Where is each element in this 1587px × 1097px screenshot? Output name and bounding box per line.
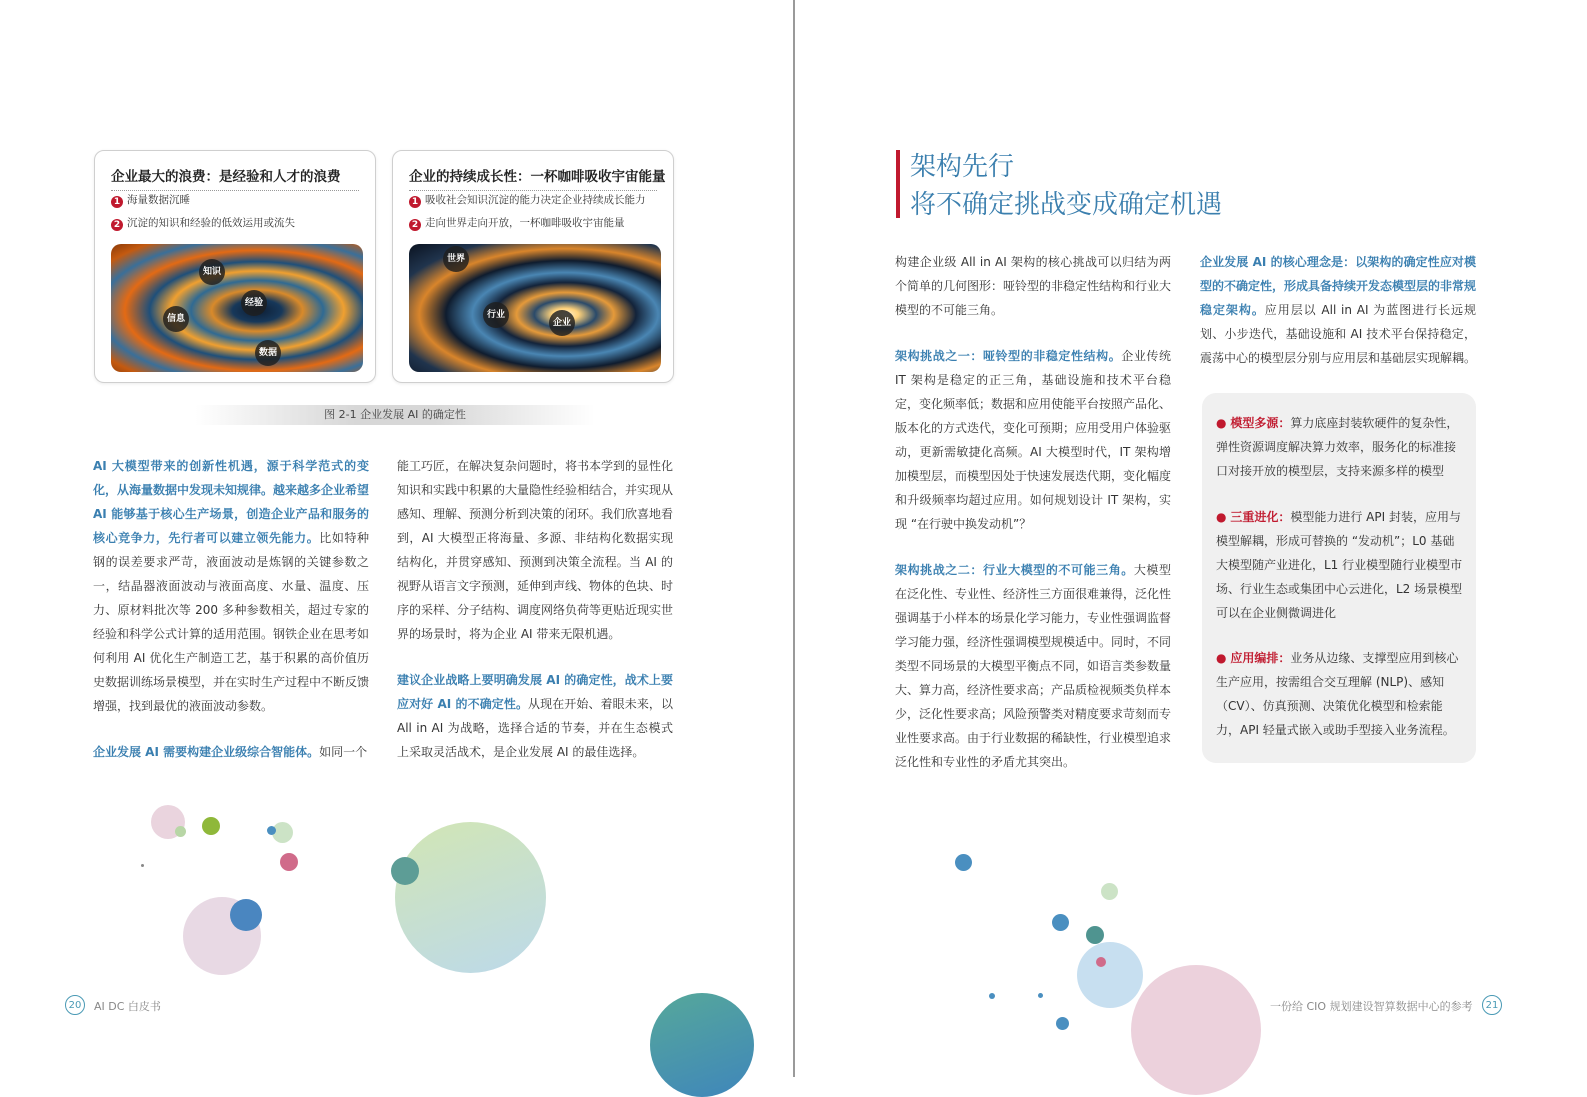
figure-caption: 图 2-1 企业发展 AI 的确定性 (195, 405, 595, 425)
left-column-1 (93, 454, 369, 786)
vortex-image (111, 244, 363, 372)
body-text: 如同一个 (319, 745, 368, 759)
decor-dot (1086, 926, 1104, 944)
tag-data: 数据 (255, 340, 281, 366)
card-item (111, 215, 295, 231)
paragraph (895, 344, 1171, 536)
decor-dot (391, 857, 419, 885)
paragraph (895, 250, 1171, 322)
body-text: 应用层以 All in AI 为蓝图进行长远规划、小步迭代，基础设施和 AI 技术平台保持稳定，震荡中心的模型层分别与应用层和基础层实现解耦。 (1200, 303, 1477, 365)
highlight-text: 企业发展 AI 需要构建企业级综合智能体。 (93, 745, 320, 759)
number-badge: 2 (409, 219, 421, 231)
highlight-text: 架构挑战之一：哑铃型的非稳定性结构。 (895, 349, 1122, 363)
card-item-text: 吸收社会知识沉淀的能力决定企业持续成长能力 (425, 194, 646, 206)
sidebar-item-text: 模型能力进行 API 封装，应用与模型解耦，形成可替换的 “发动机”；L0 基础大模型随产业进化，L1 行业模型随行业模型市场、行业生态或集团中心云进化，L2 场景模型可以在企业侧微调进化 (1216, 510, 1463, 620)
tag-enterprise: 企业 (549, 310, 575, 336)
body-text: 企业传统 IT 架构是稳定的正三角，基础设施和技术平台稳定，变化频率低；数据和应用使能平台按照产品化、版本化的方式迭代，变化可预期；应用受用户体验驱动，更新需敏捷化高频。AI 大模型时代，IT 架构增加模型层，而模型因处于快速发展迭代期，变化幅度和升级频率均超过应用。如何规划设计 IT 架构，实现 “在行驶中换发动机”？ (895, 349, 1172, 531)
section-heading-line2: 将不确定挑战变成确定机遇 (910, 190, 1223, 220)
decor-dot (1052, 914, 1069, 931)
paragraph (397, 454, 673, 646)
paragraph (93, 454, 369, 718)
highlight-text: 架构挑战之二：行业大模型的不可能三角。 (895, 563, 1134, 577)
highlight-text: 建议企业战略上要明确发展 AI 的确定性，战术上要应对好 AI 的不确定性。 (397, 673, 673, 711)
decor-dot (1056, 1017, 1069, 1030)
card-item (409, 215, 625, 231)
tag-knowledge: 知识 (199, 259, 225, 285)
card-item-text: 沉淀的知识和经验的低效运用或流失 (127, 217, 295, 229)
tag-world: 世界 (443, 246, 469, 272)
sidebar-item-text: 算力底座封装软硬件的复杂性，弹性资源调度解决算力效率，服务化的标准接口对接开放的模型层，支持来源多样的模型 (1216, 416, 1459, 478)
tunnel-image (409, 244, 661, 372)
sidebar-item-model-sources (1216, 411, 1466, 483)
sidebar-item-title: 三重进化： (1230, 510, 1291, 524)
decor-dot (202, 817, 220, 835)
figure-card-waste (94, 150, 376, 383)
decor-dot (989, 993, 995, 999)
decor-dot (650, 993, 754, 1097)
paragraph (1200, 250, 1476, 370)
footer-title: AI DC 白皮书 (94, 1000, 161, 1013)
card-title: 企业最大的浪费：是经验和人才的浪费 (111, 165, 359, 191)
decor-dot (395, 822, 546, 973)
tag-experience: 经验 (241, 290, 267, 316)
tag-industry: 行业 (483, 302, 509, 328)
sidebar-item-triple-evolution (1216, 505, 1466, 625)
left-column-2 (397, 454, 673, 786)
decor-dot (230, 899, 262, 931)
decor-dot (955, 854, 972, 871)
page-spine (793, 0, 795, 1077)
figure-card-growth (392, 150, 674, 383)
bullet-icon: ● (1216, 510, 1227, 524)
number-badge: 1 (409, 196, 421, 208)
right-column-1 (895, 250, 1171, 796)
right-column-2 (1200, 250, 1476, 392)
card-item-text: 走向世界走向开放，一杯咖啡吸收宇宙能量 (425, 217, 625, 229)
decor-dot (1077, 942, 1143, 1008)
decor-dot (280, 853, 298, 871)
body-text: 比如特种钢的误差要求严苛，液面波动是炼钢的关键参数之一，结晶器液面波动与液面高度、水量、温度、压力、原材料批次等 200 多种参数相关，超过专家的经验和科学公式计算的适用范围。钢铁企业在思考如何利用 AI 优化生产制造工艺，基于积累的高价值历史数据训练场景模型，并在实时生产过程中不断反馈增强，找到最优的液面波动参数。 (93, 531, 370, 713)
section-heading-line1: 架构先行 (910, 152, 1015, 182)
sidebar-item-title: 模型多源： (1230, 416, 1291, 430)
bullet-icon: ● (1216, 416, 1227, 430)
page-number: 21 (1482, 995, 1502, 1015)
card-item-text: 海量数据沉睡 (127, 194, 190, 206)
sidebar-item-app-orchestration (1216, 646, 1466, 742)
decor-dot (1038, 993, 1043, 998)
decor-dot (175, 826, 186, 837)
decor-dot (1096, 957, 1106, 967)
paragraph (397, 668, 673, 764)
decor-dot (267, 826, 276, 835)
decor-dot (1131, 965, 1261, 1095)
paragraph (93, 740, 369, 764)
paragraph (895, 558, 1171, 774)
decor-dot (1101, 883, 1118, 900)
decor-dot (141, 864, 144, 867)
heading-accent-bar (896, 150, 900, 218)
card-title: 企业的持续成长性：一杯咖啡吸收宇宙能量 (409, 165, 657, 191)
body-text: 构建企业级 All in AI 架构的核心挑战可以归结为两个简单的几何图形：哑铃型的非稳定性结构和行业大模型的不可能三角。 (895, 255, 1172, 317)
footer-title: 一份给 CIO 规划建设智算数据中心的参考 (1270, 1000, 1473, 1013)
body-text: 能工巧匠，在解决复杂问题时，将书本学到的显性化知识和实践中积累的大量隐性经验相结合，并实现从感知、理解、预测分析到决策的闭环。我们欣喜地看到，AI 大模型正将海量、多源、非结构化数据实现结构化，并贯穿感知、预测到决策全流程。当 AI 的视野从语言文字预测，延伸到声线、物体的色块、时序的采样、分子结构、调度网络负荷等更贴近现实世界的场景时，将为企业 AI 带来无限机遇。 (397, 459, 674, 641)
sidebar-item-title: 应用编排： (1230, 651, 1291, 665)
number-badge: 2 (111, 219, 123, 231)
card-item (409, 192, 646, 208)
body-text: 从现在开始、着眼未来，以 All in AI 为战略，选择合适的节奏，并在生态模式上采取灵活战术，是企业发展 AI 的最佳选择。 (397, 697, 673, 759)
tag-information: 信息 (163, 306, 189, 332)
body-text: 大模型在泛化性、专业性、经济性三方面很难兼得，泛化性强调基于小样本的场景化学习能力，专业性强调监督学习能力强，经济性强调模型规模适中。同时，不同类型不同场景的大模型平衡点不同，如语言类参数量大、算力高，经济性要求高；产品质检视频类负样本少，泛化性要求高；风险预警类对精度要求苛刻而专业性要求高。由于行业数据的稀缺性，行业模型追求泛化性和专业性的矛盾尤其突出。 (895, 563, 1172, 769)
highlight-text: 企业发展 AI 的核心理念是：以架构的确定性应对模型的不确定性，形成具备持续开发态模型层的非常规稳定架构。 (1200, 255, 1477, 317)
page-number: 20 (65, 995, 85, 1015)
bullet-icon: ● (1216, 651, 1227, 665)
principles-sidebar (1202, 393, 1476, 763)
sidebar-item-text: 业务从边缘、支撑型应用到核心生产应用，按需组合交互理解 (NLP)、感知（CV）、仿真预测、决策优化模型和检索能力，API 轻量式嵌入或助手型接入业务流程。 (1216, 651, 1459, 737)
number-badge: 1 (111, 196, 123, 208)
highlight-text: AI 大模型带来的创新性机遇，源于科学范式的变化，从海量数据中发现未知规律。越来越多企业希望 AI 能够基于核心生产场景，创造企业产品和服务的核心竞争力，先行者可以建立领先能力。 (93, 459, 370, 545)
card-item (111, 192, 190, 208)
